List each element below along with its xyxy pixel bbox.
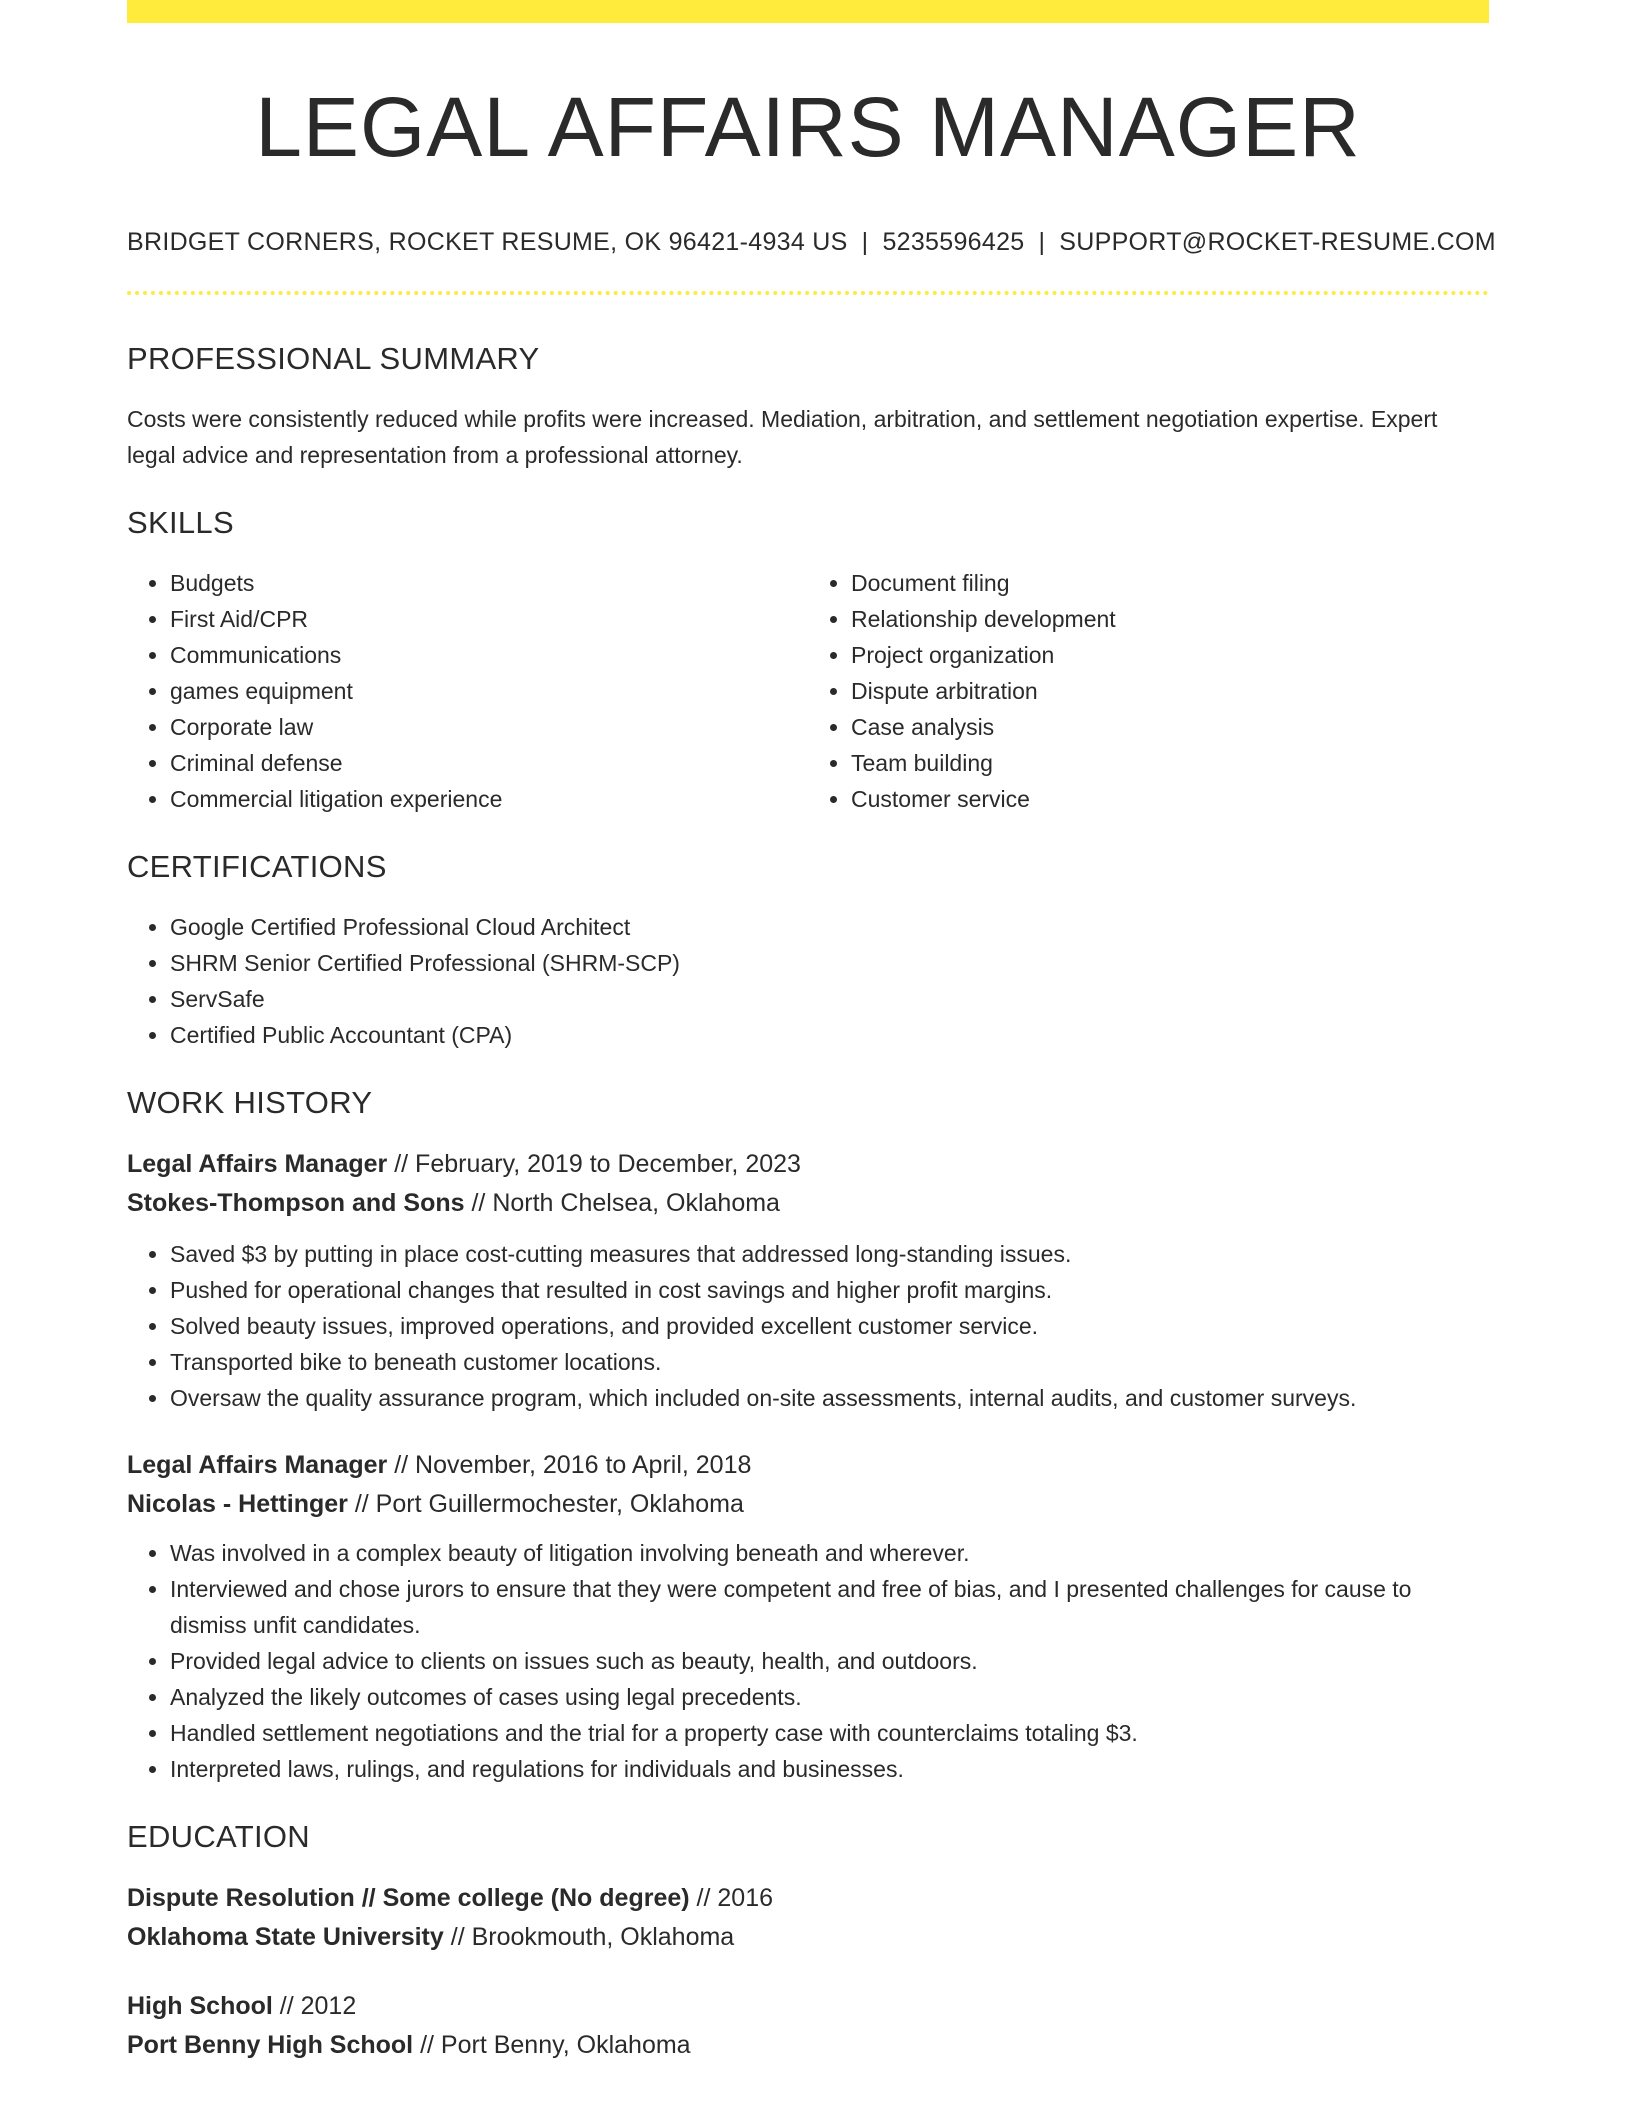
education-location: // Brookmouth, Oklahoma	[450, 1923, 735, 1951]
skill-item: • Communications	[170, 637, 808, 673]
job-company: Stokes-Thompson and Sons	[127, 1189, 465, 1217]
skill-item: • Criminal defense	[170, 745, 808, 781]
summary-heading: PROFESSIONAL SUMMARY	[127, 341, 540, 376]
job-title-line	[127, 1446, 1489, 1485]
skills-grid	[127, 565, 1489, 817]
job-bullet: • Pushed for operational changes that resulted in cost savings and higher profit margins.	[170, 1272, 1489, 1308]
skill-item: • Relationship development	[851, 601, 1489, 637]
skill-item: • Commercial litigation experience	[170, 781, 808, 817]
job-bullet: • Saved $3 by putting in place cost-cutting measures that addressed long-standing issues.	[170, 1236, 1489, 1272]
certification-item: • SHRM Senior Certified Professional (SHRM-SCP)	[170, 945, 1489, 981]
education-degree-line	[127, 1879, 1489, 1918]
job-bullet: • Oversaw the quality assurance program, which included on-site assessments, internal audits, and customer surveys.	[170, 1380, 1489, 1416]
job-bullet: • Handled settlement negotiations and the trial for a property case with counterclaims totaling $3.	[170, 1715, 1489, 1751]
summary-section	[127, 341, 1489, 473]
education-degree: High School	[127, 1992, 273, 2020]
education-section	[127, 1819, 1489, 2065]
work-history-heading: WORK HISTORY	[127, 1085, 373, 1120]
skill-item: • Customer service	[851, 781, 1489, 817]
job-role: Legal Affairs Manager	[127, 1150, 388, 1178]
education-entry	[127, 1987, 1489, 2065]
education-location: // Port Benny, Oklahoma	[420, 2031, 691, 2059]
job-bullet: • Analyzed the likely outcomes of cases using legal precedents.	[170, 1679, 1489, 1715]
top-accent-bar	[127, 0, 1489, 23]
certifications-heading: CERTIFICATIONS	[127, 849, 387, 884]
skill-item: • games equipment	[170, 673, 808, 709]
education-school: Oklahoma State University	[127, 1923, 444, 1951]
resume-title: LEGAL AFFAIRS MANAGER	[255, 80, 1361, 174]
header-divider	[127, 291, 1489, 295]
education-year: // 2016	[696, 1884, 773, 1912]
education-heading: EDUCATION	[127, 1819, 310, 1854]
education-entry	[127, 1879, 1489, 1957]
certification-item: • Certified Public Accountant (CPA)	[170, 1017, 1489, 1053]
job-bullet: • Was involved in a complex beauty of litigation involving beneath and wherever.	[170, 1535, 1489, 1571]
skills-section	[127, 505, 1489, 817]
job-bullets	[127, 1236, 1489, 1416]
job-company: Nicolas - Hettinger	[127, 1490, 348, 1518]
skill-item: • First Aid/CPR	[170, 601, 808, 637]
contact-line	[127, 228, 1496, 257]
education-school-line	[127, 2026, 1489, 2065]
resume-page	[127, 0, 1496, 2065]
certifications-list	[127, 909, 1489, 1053]
contact-address: BRIDGET CORNERS, ROCKET RESUME, OK 96421-4934 US	[127, 228, 848, 256]
skill-item: • Case analysis	[851, 709, 1489, 745]
certification-item: • ServSafe	[170, 981, 1489, 1017]
job-bullet: • Interpreted laws, rulings, and regulations for individuals and businesses.	[170, 1751, 1489, 1787]
job-location: // North Chelsea, Oklahoma	[471, 1189, 780, 1217]
job-entry	[127, 1446, 1489, 1787]
job-bullet: • Solved beauty issues, improved operations, and provided excellent customer service.	[170, 1308, 1489, 1344]
job-dates: // November, 2016 to April, 2018	[394, 1451, 752, 1479]
contact-email: SUPPORT@ROCKET-RESUME.COM	[1059, 228, 1496, 256]
contact-phone: 5235596425	[882, 228, 1025, 256]
education-school: Port Benny High School	[127, 2031, 414, 2059]
education-school-line	[127, 1918, 1489, 1957]
education-degree: Dispute Resolution // Some college (No degree)	[127, 1884, 690, 1912]
job-company-line	[127, 1184, 1489, 1223]
job-location: // Port Guillermochester, Oklahoma	[354, 1490, 744, 1518]
work-history-section	[127, 1085, 1489, 1787]
job-company-line	[127, 1485, 1489, 1524]
skill-item: • Document filing	[851, 565, 1489, 601]
certification-item: • Google Certified Professional Cloud Architect	[170, 909, 1489, 945]
job-bullet: • Provided legal advice to clients on issues such as beauty, health, and outdoors.	[170, 1643, 1489, 1679]
summary-text: Costs were consistently reduced while profits were increased. Mediation, arbitration, and settlement negotiation expertise. Expert legal advice and representation from a professional attorney.	[127, 406, 1438, 468]
skills-left-list	[127, 565, 808, 817]
job-title-line	[127, 1145, 1489, 1184]
skill-item: • Dispute arbitration	[851, 673, 1489, 709]
skill-item: • Project organization	[851, 637, 1489, 673]
contact-separator: |	[861, 228, 869, 256]
job-bullet: • Transported bike to beneath customer locations.	[170, 1344, 1489, 1380]
education-degree-line	[127, 1987, 1489, 2026]
education-year: // 2012	[279, 1992, 357, 2020]
job-bullet: • Interviewed and chose jurors to ensure that they were competent and free of bias, and I presented challenges for cause to dismiss unfit candidates.	[170, 1571, 1489, 1643]
job-role: Legal Affairs Manager	[127, 1451, 388, 1479]
skill-item: • Corporate law	[170, 709, 808, 745]
skill-item: • Team building	[851, 745, 1489, 781]
skills-heading: SKILLS	[127, 505, 234, 540]
job-dates: // February, 2019 to December, 2023	[394, 1150, 801, 1178]
job-bullets	[127, 1535, 1489, 1787]
certifications-section	[127, 849, 1489, 1053]
job-entry	[127, 1145, 1489, 1416]
skills-right-list	[808, 565, 1489, 817]
contact-separator: |	[1038, 228, 1046, 256]
skill-item: • Budgets	[170, 565, 808, 601]
